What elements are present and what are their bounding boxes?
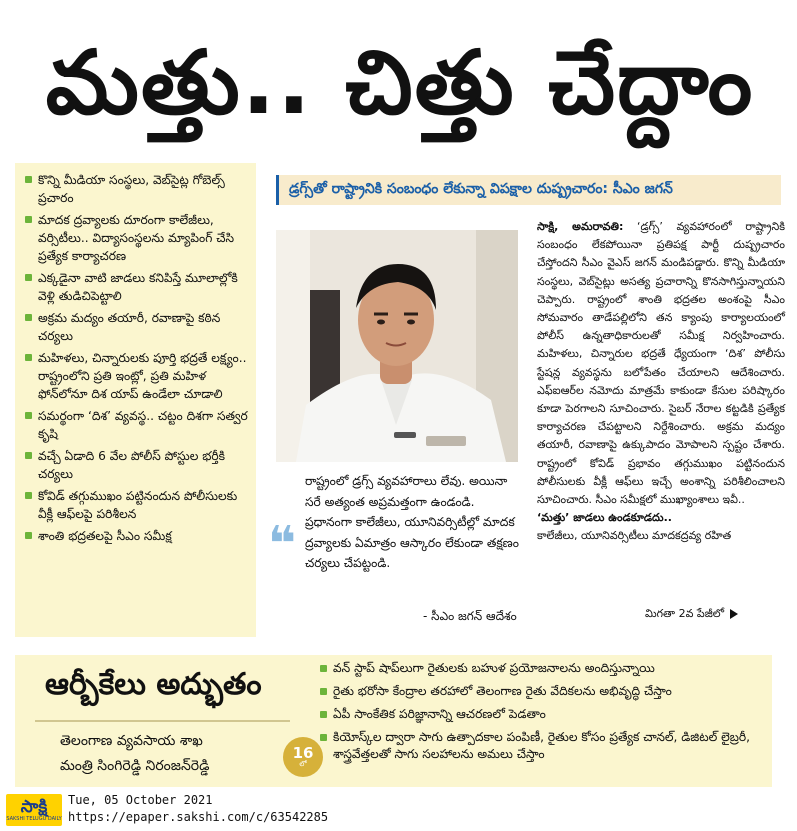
- key-point-text: ఎక్కడైనా వాటి జాడలు కనిపిస్తే మూలాల్లోకి వెళ్లి తుడిచిపెట్టాలి: [38, 271, 238, 303]
- key-point: [25, 171, 250, 207]
- article-text: ‘డ్రగ్స్’ వ్యవహారంలో రాష్ట్రానికి సంబంధం లేకపోయినా ప్రతిపక్ష పార్టీ దుష్ప్రచారం చేస్తోందని సీఎం వైఎస్ జగన్ మండిపడ్డారు. కొన్ని మీడియా సంస్థలు, వెబ్‌సైట్లు అసత్య ప్రచారాన్ని కొనసాగిస్తున్నాయని చెప్పారు. రాష్ట్రంలో శాంతి భద్రతల అంశంపై సీఎం సోమవారం తాడేపల్లిలోని తన క్యాంపు కార్యాలయంలో పోలీస్ ఉన్నతాధికారులతో సమీక్ష నిర్వహించారు. మహిళలు, చిన్నారుల భద్రతే ధ్యేయంగా ‘దిశ’ పోలీసు స్టేషన్ల వ్యవస్థను బలోపేతం చేయాలని ఆదేశించారు. ఎఫ్‌ఐఆర్‌ల నమోదు మాత్రమే కాకుండా కేసుల పరిష్కారం కూడా పెరగాలని సూచించారు. సైబర్ నేరాల కట్టడికి ప్రత్యేక కార్యాచరణ చేపట్టాలని నిర్దేశించారు. అక్రమ మద్యం తయారీ, రవాణాపై ఉక్కుపాదం మోపాలని స్పష్టం చేశారు. రాష్ట్రంలో కోవిడ్ ప్రభావం తగ్గుముఖం పట్టినందున పోలీసులకు వీక్లీ ఆఫ్‌లు ఇచ్చే అంశాన్ని పరిశీలించాలని సూచించారు. సీఎం సమీక్షలో ముఖ్యాంశాలు ఇవీ..: [537, 220, 785, 507]
- key-point-text: సమర్థంగా ‘దిశ’ వ్యవస్థ.. చట్టం దిశగా సత్వర కృషి: [38, 409, 248, 441]
- bottom-points: [320, 660, 770, 769]
- key-point-text: కోవిడ్ తగ్గుముఖం పట్టినందున పోలీసులకు వీక్లీ ఆఫ్‌లపై పరిశీలన: [38, 489, 238, 521]
- bottom-point-text: ఏపీ సాంకేతిక పరిజ్ఞానాన్ని ఆచరణలో పెడతాం: [333, 707, 546, 721]
- bottom-headline: ఆర్బీకేలు అద్భుతం: [45, 667, 262, 702]
- bottom-point: [320, 729, 770, 763]
- article-tail: కాలేజీలు, యూనివర్సిటీలు మాదకద్రవ్య రహిత: [537, 529, 732, 543]
- divider: [35, 720, 290, 722]
- bullet-square-icon: [25, 176, 32, 183]
- article-subhead: ‘మత్తు’ జాడలు ఉండకూడదు..: [537, 511, 672, 525]
- quote-text: రాష్ట్రంలో డ్రగ్స్ వ్యవహారాలు లేవు. అయినా సరే అత్యంత అప్రమత్తంగా ఉండండి. ప్రధానంగా కాలేజీలు, యూనివర్సిటీల్లో మాదక ద్రవ్యాలకు ఏమాత్రం ఆస్కారం లేకుండా తక్షణం చర్యలు చేపట్టండి.: [305, 474, 519, 571]
- quote-box: [263, 465, 530, 635]
- bullet-square-icon: [25, 274, 32, 281]
- key-point: [25, 349, 250, 403]
- bottom-point: [320, 706, 770, 723]
- key-point: [25, 527, 250, 545]
- key-point: [25, 269, 250, 305]
- bullet-square-icon: [25, 532, 32, 539]
- arrow-right-icon: [730, 609, 738, 619]
- portrait-illustration: [276, 230, 518, 462]
- epaper-url[interactable]: https://epaper.sakshi.com/c/63542285: [68, 810, 329, 824]
- article-body: [537, 218, 785, 546]
- page-suffix: లో: [299, 760, 307, 768]
- key-point-text: శాంతి భద్రతలపై సీఎం సమీక్ష: [38, 529, 172, 543]
- sakshi-logo[interactable]: [6, 794, 62, 826]
- quote-icon: ❝: [268, 516, 297, 572]
- page-number-badge[interactable]: [283, 737, 323, 777]
- bullet-square-icon: [320, 711, 327, 718]
- key-points-box: [15, 163, 256, 637]
- bottom-point: [320, 683, 770, 700]
- subheadline: డ్రగ్స్‌తో రాష్ట్రానికి సంబంధం లేకున్నా విపక్షాల దుష్ప్రచారం: సీఎం జగన్: [289, 180, 673, 197]
- bullet-square-icon: [25, 412, 32, 419]
- key-point-text: వచ్చే ఏడాది 6 వేల పోలీస్ పోస్టుల భర్తీకి చర్యలు: [38, 449, 225, 481]
- bottom-point-text: రైతు భరోసా కేంద్రాల తరహాలో తెలంగాణ రైతు వేదికలను అభివృద్ధి చేస్తాం: [333, 684, 672, 698]
- bottom-subtitle-2: మంత్రి సింగిరెడ్డి నిరంజన్‌రెడ్డి: [60, 758, 210, 774]
- bottom-story-box: [15, 655, 772, 787]
- bullet-square-icon: [25, 314, 32, 321]
- key-point: [25, 407, 250, 443]
- key-point-text: కొన్ని మీడియా సంస్థలు, వెబ్‌సైట్ల గోబెల్స్ ప్రచారం: [38, 173, 225, 205]
- key-point-text: అక్రమ మద్యం తయారీ, రవాణాపై కఠిన చర్యలు: [38, 311, 221, 343]
- key-point-text: మాదక ద్రవ్యాలకు దూరంగా కాలేజీలు, వర్సిటీలు.. విద్యాసంస్థలను మ్యాపింగ్ చేసి ప్రత్యేక కార్యాచరణ: [38, 213, 235, 263]
- bullet-square-icon: [320, 665, 327, 672]
- bottom-point-text: వన్ స్టాప్ షాప్‌లుగా రైతులకు బహుళ ప్రయోజనాలను అందిస్తున్నాయి: [333, 661, 655, 675]
- bullet-square-icon: [25, 354, 32, 361]
- bullet-square-icon: [320, 688, 327, 695]
- key-point: [25, 447, 250, 483]
- bullet-square-icon: [320, 734, 327, 741]
- key-point-text: మహిళలు, చిన్నారులకు పూర్తి భద్రతే లక్ష్యం.. రాష్ట్రంలోని ప్రతి ఇంట్లో, ప్రతి మహిళ ఫోన్‌లోనూ దిశ యాప్ ఉండేలా చూడాలి: [38, 351, 247, 401]
- bottom-point: [320, 660, 770, 677]
- bottom-subtitle-1: తెలంగాణ వ్యవసాయ శాఖ: [60, 733, 203, 749]
- footer: [0, 790, 797, 831]
- quote-attribution: - సీఎం జగన్ ఆదేశం: [423, 609, 517, 623]
- page-number: 16: [292, 744, 314, 762]
- bullet-square-icon: [25, 492, 32, 499]
- headline-text: మత్తు.. చిత్తు చేద్దాం: [45, 31, 755, 134]
- edition-date: Tue, 05 October 2021: [68, 793, 213, 807]
- dateline: సాక్షి, అమరావతి:: [537, 220, 624, 233]
- cm-photo: [276, 230, 518, 462]
- bullet-square-icon: [25, 452, 32, 459]
- subheadline-bar: [276, 175, 781, 205]
- bullet-square-icon: [25, 216, 32, 223]
- logo-subtext: SAKSHI TELUGU DAILY: [6, 815, 62, 822]
- bottom-point-text: కియోస్క్‌ల ద్వారా సాగు ఉత్పాదకాల పంపిణీ, రైతుల కోసం ప్రత్యేక చానల్, డిజిటల్ లైబ్రరీ, శాస్త్రవేత్తలతో సాగు సలహాలను అమలు చేస్తాం: [333, 730, 751, 761]
- headline: [10, 8, 790, 158]
- key-point: [25, 211, 250, 265]
- article-paragraph: [537, 218, 785, 509]
- continued-label: మిగతా 2వ పేజీలో: [645, 607, 725, 620]
- key-point: [25, 487, 250, 523]
- logo-text: సాక్షి: [20, 796, 48, 817]
- key-point: [25, 309, 250, 345]
- continued-link[interactable]: [645, 607, 738, 623]
